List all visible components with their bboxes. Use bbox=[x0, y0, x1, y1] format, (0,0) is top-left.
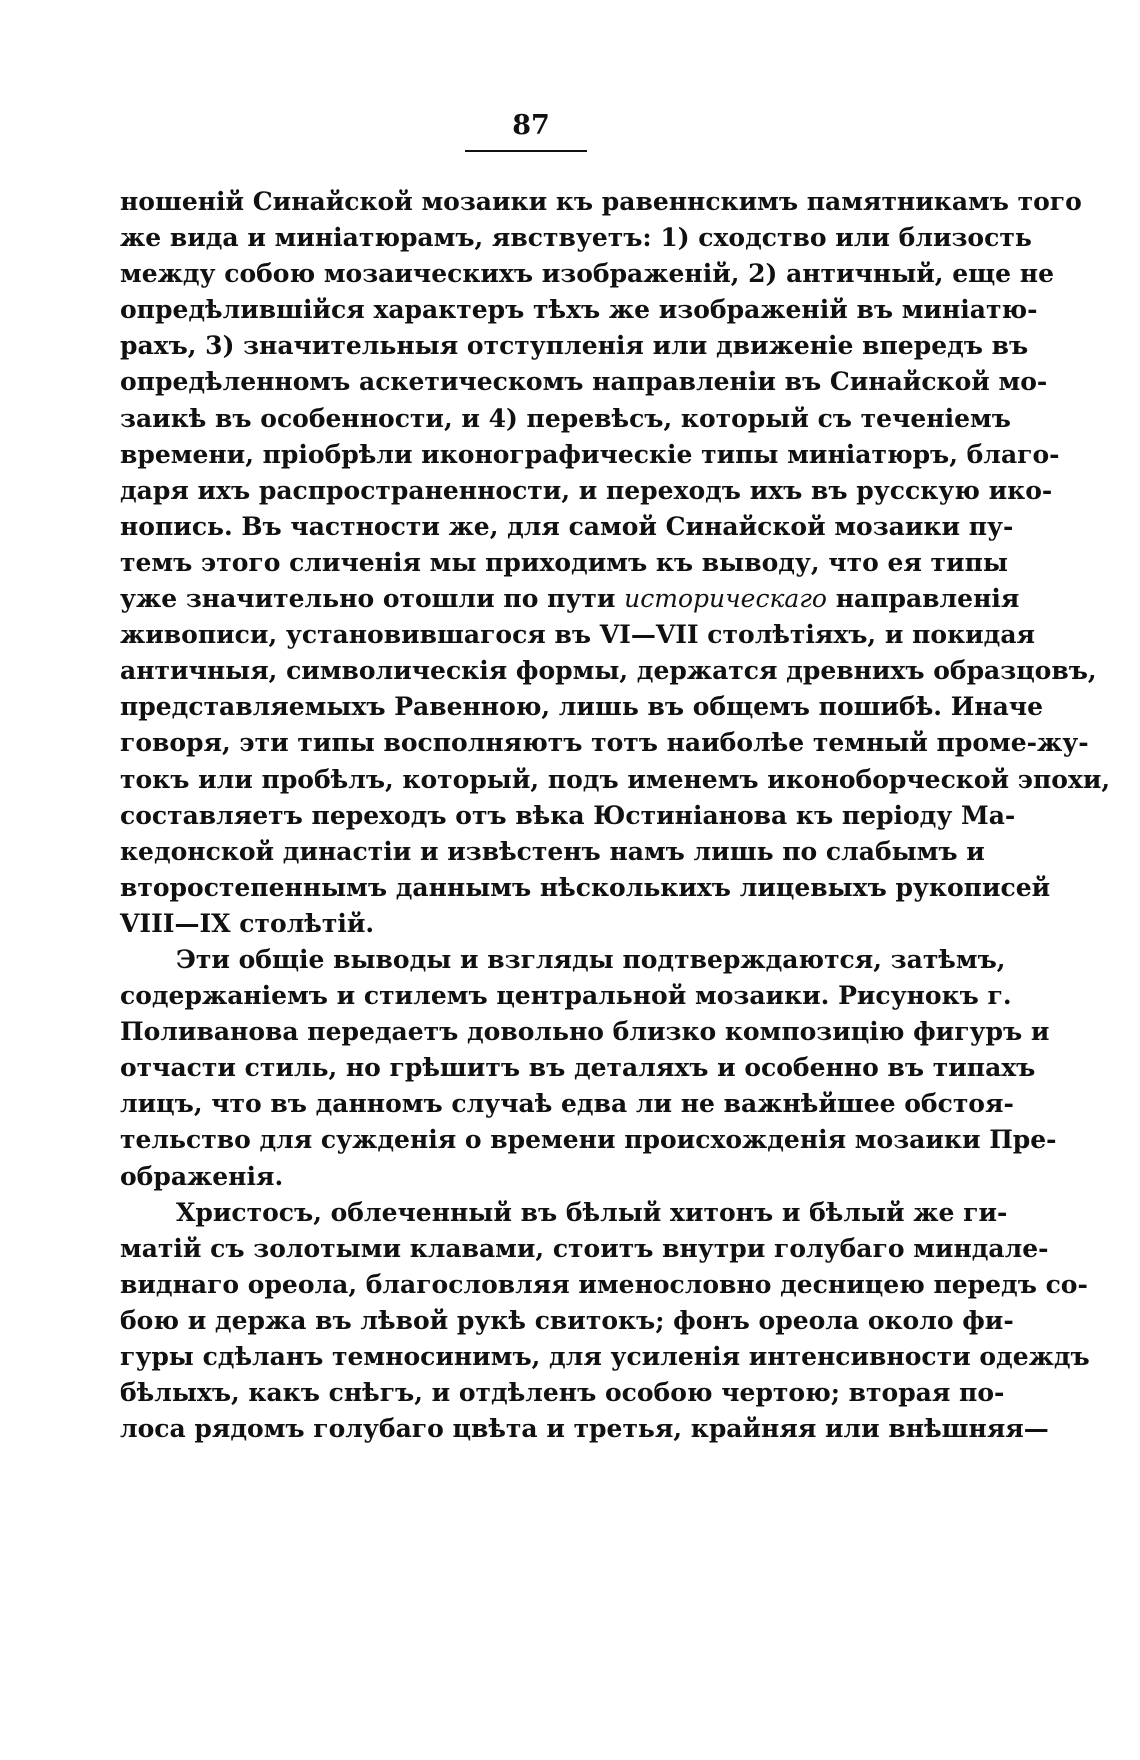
text-line: живописи, установившагося въ VI—VII столѣтіяхъ, и покидая bbox=[120, 620, 1035, 650]
text-line: составляетъ переходъ отъ вѣка Юстиніанова къ періоду Ма- bbox=[120, 800, 1016, 830]
text-line: бѣлыхъ, какъ снѣгъ, и отдѣленъ особою чертою; вторая по- bbox=[120, 1378, 1005, 1408]
text-line: античныя, символическія формы, держатся древнихъ образцовъ, bbox=[120, 656, 1097, 686]
text-line: между собою мозаическихъ изображеній, 2) античный, еще не bbox=[120, 259, 1054, 289]
text-segment: направленія bbox=[835, 584, 1020, 614]
text-line: Эти общіе выводы и взгляды подтверждаются, затѣмъ, bbox=[176, 944, 1006, 974]
text-line: токъ или пробѣлъ, который, подъ именемъ иконоборческой эпохи, bbox=[120, 764, 1111, 794]
text-line: ношеній Синайской мозаики къ равеннскимъ памятникамъ того bbox=[120, 187, 1082, 216]
text-line: ображенія. bbox=[120, 1161, 284, 1191]
italic-word: историческаго bbox=[624, 584, 827, 614]
text-line: содержаніемъ и стилемъ центральной мозаики. Рисунокъ г. bbox=[120, 981, 1012, 1011]
text-line: же вида и миніатюрамъ, явствуетъ: 1) сходство или близость bbox=[120, 223, 1032, 253]
text-line: темъ этого сличенія мы приходимъ къ выводу, что ея типы bbox=[120, 547, 1008, 577]
text-line: лицъ, что въ данномъ случаѣ едва ли не важнѣйшее обстоя- bbox=[120, 1089, 1014, 1119]
text-line: гуры сдѣланъ темносинимъ, для усиленія интенсивности одеждъ bbox=[120, 1342, 1090, 1371]
text-line: представляемыхъ Равенною, лишь въ общемъ пошибѣ. Иначе bbox=[120, 692, 1044, 722]
paragraph-3 bbox=[120, 1195, 1090, 1448]
text-line: заикѣ въ особенности, и 4) перевѣсъ, который съ теченіемъ bbox=[120, 403, 1011, 433]
paragraph-1 bbox=[120, 184, 1111, 942]
text-line-with-italic bbox=[120, 581, 1020, 617]
text-line: опредѣленномъ аскетическомъ направленіи въ Синайской мо- bbox=[120, 367, 1048, 397]
text-line: даря ихъ распространенности, и переходъ ихъ въ русскую ико- bbox=[120, 475, 1053, 505]
text-line: Поливанова передаетъ довольно близко композицію фигуръ и bbox=[120, 1017, 1050, 1047]
text-line: говоря, эти типы восполняютъ тотъ наиболѣе темный проме-жу- bbox=[120, 728, 1089, 758]
page-number: 87 bbox=[512, 110, 550, 141]
text-line: матій съ золотыми клавами, стоитъ внутри голубаго миндале- bbox=[120, 1233, 1049, 1263]
body-text bbox=[120, 184, 1111, 1447]
text-line: Христосъ, облеченный въ бѣлый хитонъ и бѣлый же ги- bbox=[176, 1197, 1008, 1227]
text-line: опредѣлившійся характеръ тѣхъ же изображеній въ миніатю- bbox=[120, 295, 1038, 325]
text-line: второстепеннымъ даннымъ нѣсколькихъ лицевыхъ рукописей bbox=[120, 872, 1051, 902]
text-line: времени, пріобрѣли иконографическіе типы миніатюръ, благо- bbox=[120, 439, 1060, 469]
text-line: кедонской династіи и извѣстенъ намъ лишь по слабымъ и bbox=[120, 836, 985, 866]
text-line: виднаго ореола, благословляя именословно десницею передъ со- bbox=[120, 1269, 1088, 1299]
paragraph-2 bbox=[120, 942, 1057, 1195]
text-line: тельство для сужденія о времени происхожденія мозаики Пре- bbox=[120, 1125, 1057, 1155]
text-line: нопись. Въ частности же, для самой Синайской мозаики пу- bbox=[120, 511, 1014, 541]
text-line: лоса рядомъ голубаго цвѣта и третья, крайняя или внѣшняя— bbox=[120, 1414, 1049, 1444]
page-number-rule bbox=[465, 150, 587, 152]
text-line: VIII—IX столѣтій. bbox=[120, 908, 375, 938]
text-line: бою и держа въ лѣвой рукѣ свитокъ; фонъ ореола около фи- bbox=[120, 1305, 1014, 1335]
text-segment: уже значительно отошли по пути bbox=[120, 584, 616, 614]
text-line: отчасти стиль, но грѣшитъ въ деталяхъ и особенно въ типахъ bbox=[120, 1053, 1036, 1083]
text-line: рахъ, 3) значительныя отступленія или движеніе впередъ въ bbox=[120, 331, 1029, 361]
